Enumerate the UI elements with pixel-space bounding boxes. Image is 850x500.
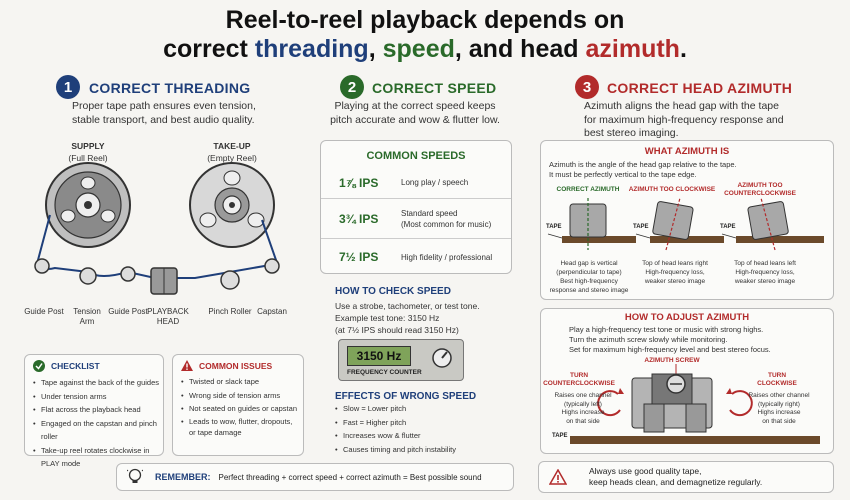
ccw-title: TURN COUNTERCLOCKWISE xyxy=(543,372,615,387)
title-speed: speed xyxy=(382,35,455,63)
head-clockwise-icon xyxy=(652,201,693,240)
counter-label: FREQUENCY COUNTER xyxy=(347,369,422,376)
counter-display: 3150 Hz xyxy=(347,346,411,366)
tape-label: TAPE xyxy=(720,224,736,230)
section-3-heading: CORRECT HEAD AZIMUTH xyxy=(607,80,793,96)
takeup-sub: (Empty Reel) xyxy=(207,153,257,163)
counter-knob-icon xyxy=(431,347,453,369)
takeup-reel xyxy=(190,163,274,247)
speed-row xyxy=(321,199,511,239)
adjust-text: Play a high-frequency test tone or music with strong highs. Turn the azimuth screw slowly while monitoring. Set for maximum high-frequency level and best stereo focus. xyxy=(569,325,771,354)
screw-label: AZIMUTH SCREW xyxy=(644,357,700,364)
list-item: • Slow = Lower pitch xyxy=(335,402,456,416)
case-title-correct: CORRECT AZIMUTH xyxy=(556,186,620,193)
warning-icon xyxy=(549,469,567,485)
speed-value: 3¾ IPS xyxy=(339,211,379,226)
speed-row xyxy=(321,239,511,275)
tape-label: TAPE xyxy=(633,224,649,230)
section-3-number: 3 xyxy=(575,75,599,99)
what-azimuth-heading: WHAT AZIMUTH IS xyxy=(644,146,730,157)
pinch-roller-icon xyxy=(221,271,239,289)
threading-diagram xyxy=(0,160,310,305)
tape-label: TAPE xyxy=(546,224,562,230)
tape-strip xyxy=(570,436,820,444)
check-speed-heading: HOW TO CHECK SPEED xyxy=(335,286,451,297)
part-label-guide-post-1: Guide Post xyxy=(24,307,64,316)
list-item: • Engaged on the capstan and pinch roller xyxy=(33,417,163,444)
section-1-desc: Proper tape path ensures even tension, stable transport, and best audio quality. xyxy=(72,100,256,126)
list-item: • Flat across the playback head xyxy=(33,403,163,417)
ccw-desc: Raises one channel (typically left) Highs increase on that side xyxy=(554,392,612,425)
common-speeds-box xyxy=(320,140,512,274)
list-item: • Twisted or slack tape xyxy=(181,375,299,389)
speed-use: Long play / speech xyxy=(401,178,469,187)
guide-post-2-icon xyxy=(121,267,135,281)
case-desc-correct: Head gap is vertical (perpendicular to tape) Best high-frequency response and stereo image xyxy=(549,260,629,294)
checklist-box xyxy=(24,354,164,468)
tip-bar xyxy=(538,461,834,493)
tape-strip xyxy=(736,236,824,243)
title-line-1: Reel-to-reel playback depends on xyxy=(225,6,625,34)
issues-box xyxy=(172,354,304,456)
speed-use: Standard speed xyxy=(401,208,458,218)
list-item: • Causes timing and pitch instability xyxy=(335,443,456,457)
remember-text: Perfect threading + correct speed + correct azimuth = Best possible sound xyxy=(218,472,482,482)
azimuth-diagram xyxy=(540,198,834,254)
warning-icon xyxy=(181,360,193,371)
cw-title: TURN CLOCKWISE xyxy=(757,372,797,387)
supply-sub: (Full Reel) xyxy=(68,153,108,163)
guide-post-1-icon xyxy=(35,259,49,273)
title-azimuth: azimuth xyxy=(585,35,680,63)
remember-bar xyxy=(116,463,514,491)
section-2-desc: Playing at the correct speed keeps pitch accurate and wow & flutter low. xyxy=(330,100,500,126)
supply-label: SUPPLY xyxy=(71,141,105,151)
section-1-heading: CORRECT THREADING xyxy=(89,80,251,96)
title-threading: threading xyxy=(254,35,369,63)
title-line-2: correct threading, speed, and head azimuth. xyxy=(163,35,687,63)
takeup-label: TAKE-UP xyxy=(213,141,251,151)
part-label-playback-head: PLAYBACK HEAD xyxy=(147,307,189,326)
speed-row xyxy=(321,167,511,199)
speed-use-note: (Most common for music) xyxy=(401,219,492,229)
case-desc-clockwise: Top of head leans right High-frequency loss, weaker stereo image xyxy=(642,260,708,285)
cw-desc: Raises other channel (typically right) Highs increase on that side xyxy=(748,392,810,425)
checklist-list xyxy=(33,376,163,471)
list-item: • Fast = Higher pitch xyxy=(335,416,456,430)
tension-arm-icon xyxy=(80,268,96,284)
supply-reel xyxy=(46,163,130,247)
check-speed-text: Use a strobe, tachometer, or test tone. Example test tone: 3150 Hz (at 7½ IPS should read 3150 Hz) xyxy=(335,301,480,335)
section-2-heading: CORRECT SPEED xyxy=(372,80,497,96)
list-item: • Leads to wow, flutter, dropouts, or tape damage xyxy=(181,416,299,438)
section-2-number: 2 xyxy=(340,75,364,99)
part-label-guide-post-2: Guide Post xyxy=(108,307,148,316)
check-circle-icon xyxy=(33,360,45,372)
tape-label: TAPE xyxy=(552,433,568,439)
list-item: • Under tension arms xyxy=(33,390,163,404)
case-title-clockwise: AZIMUTH TOO CLOCKWISE xyxy=(628,186,716,193)
capstan-icon xyxy=(265,259,279,273)
checklist-heading: CHECKLIST xyxy=(51,361,100,371)
list-item: • Wrong side of tension arms xyxy=(181,389,299,403)
speed-use: High fidelity / professional xyxy=(401,252,493,262)
wrong-speed-list xyxy=(335,402,456,456)
tip-text: Always use good quality tape, keep heads clean, and demagnetize regularly. xyxy=(589,466,763,487)
case-title-counterclockwise: AZIMUTH TOO COUNTERCLOCKWISE xyxy=(724,182,796,197)
what-azimuth-text: Azimuth is the angle of the head gap relative to the tape. It must be perfectly vertical to the tape edge. xyxy=(549,160,737,179)
speed-value: 7½ IPS xyxy=(339,250,379,264)
issues-heading: COMMON ISSUES xyxy=(199,360,273,371)
remember-label: REMEMBER: xyxy=(155,472,211,482)
section-3-desc: Azimuth aligns the head gap with the tape for maximum high-frequency response and best stereo imaging. xyxy=(584,100,784,139)
page-title xyxy=(0,6,850,64)
section-1-number: 1 xyxy=(56,75,80,99)
part-label-capstan: Capstan xyxy=(257,307,287,316)
case-desc-counterclockwise: Top of head leans left High-frequency loss, weaker stereo image xyxy=(734,260,796,285)
frequency-counter xyxy=(338,339,464,381)
adjust-heading: HOW TO ADJUST AZIMUTH xyxy=(624,312,750,323)
head-counterclockwise-icon xyxy=(747,201,788,240)
part-label-pinch-roller: Pinch Roller xyxy=(208,307,252,316)
wrong-speed-heading: EFFECTS OF WRONG SPEED xyxy=(335,391,477,402)
list-item: • Increases wow & flutter xyxy=(335,429,456,443)
lightbulb-icon xyxy=(127,468,143,486)
list-item: • Not seated on guides or capstan xyxy=(181,402,299,416)
speed-value: 1⅞ IPS xyxy=(339,175,379,190)
issues-list xyxy=(181,375,299,438)
part-label-tension-arm: Tension Arm xyxy=(73,307,101,326)
list-item: • Take-up reel rotates clockwise in PLAY mode xyxy=(33,444,163,471)
common-speeds-heading: COMMON SPEEDS xyxy=(366,150,466,162)
list-item: • Tape against the back of the guides xyxy=(33,376,163,390)
